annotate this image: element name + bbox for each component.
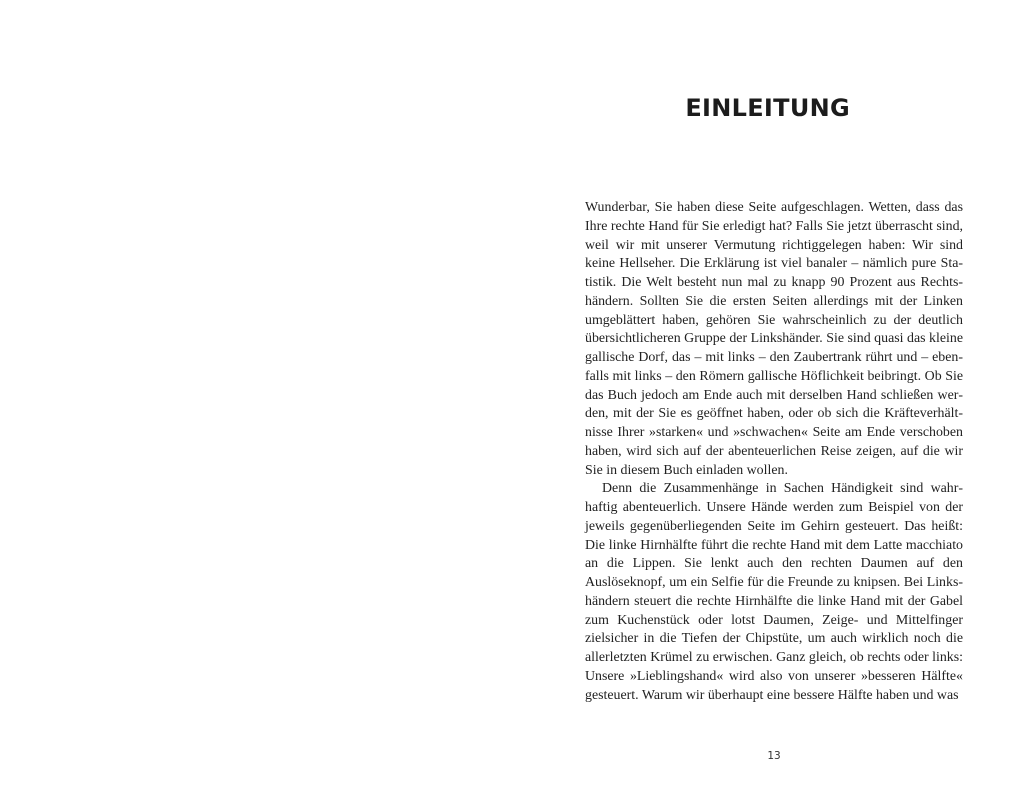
chapter-title: EINLEITUNG (685, 94, 850, 122)
body-text (585, 199, 963, 705)
paragraph-2: Denn die Zusammenhänge in Sachen Händigkeit sind wahrhaftig abenteuerlich. Unsere Hände werden zum Beispiel von der jeweils gegenüberliegenden Seite im Gehirn gesteuert. Das heißt: Die linke Hirnhälfte führt die rechte Hand mit dem Latte macchiato an die Lippen. Sie lenkt auch den rechten Daumen auf den Auslöseknopf, um ein Selfie für die Freunde zu knipsen. Bei Linkshändern steuert die rechte Hirnhälfte die linke Hand mit der Gabel zum Kuchenstück oder lotst Daumen, Zeige- und Mittelfinger zielsicher in die Tiefen der Chipstüte, um auch wirklich noch die allerletzten Krümel zu erwischen. Ganz gleich, ob rechts oder links: Unsere »Lieblingshand« wird also von unserer »besseren Hälfte« gesteuert. Warum wir überhaupt eine bessere Hälfte haben und was (585, 481, 963, 703)
page-number: 13 (767, 750, 781, 762)
paragraph-1: Wunderbar, Sie haben diese Seite aufgeschlagen. Wetten, dass das Ihre rechte Hand für Sie erledigt hat? Falls Sie jetzt überrascht sind, weil wir mit unserer Vermutung richtiggelegen haben: Wir sind keine Hellseher. Die Erklärung ist viel banaler – nämlich pure Statistik. Die Welt besteht nun mal zu knapp 90 Prozent aus Rechtshändern. Sollten Sie die ersten Seiten allerdings mit der Linken umgeblättert haben, gehören Sie wahrscheinlich zu der deutlich übersichtlicheren Gruppe der Linkshänder. Sie sind quasi das kleine gallische Dorf, das – mit links – den Zaubertrank rührt und – ebenfalls mit links – den Römern gallische Höflichkeit beibringt. Ob Sie das Buch jedoch am Ende auch mit derselben Hand schließen werden, mit der Sie es geöffnet haben, oder ob sich die Kräfteverhältnisse Ihrer »starken« und »schwachen« Seite am Ende verschoben haben, wird sich auf der abenteuerlichen Reise zeigen, auf die wir Sie in diesem Buch einladen wollen. (585, 200, 963, 478)
